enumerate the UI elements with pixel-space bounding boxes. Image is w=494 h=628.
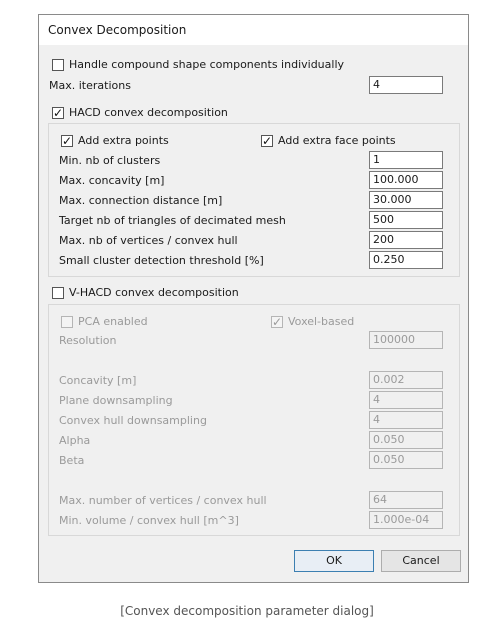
alpha-input[interactable]: 0.050 <box>369 431 443 449</box>
convex-decomposition-dialog <box>38 14 469 583</box>
hacd-max-vertices-input[interactable]: 200 <box>369 231 443 249</box>
convex-hull-downsampling-input[interactable]: 4 <box>369 411 443 429</box>
small-cluster-threshold-input[interactable]: 0.250 <box>369 251 443 269</box>
alpha-label: Alpha <box>59 434 91 447</box>
pca-label: PCA enabled <box>78 315 148 328</box>
target-triangles-input[interactable]: 500 <box>369 211 443 229</box>
ok-button[interactable]: OK <box>294 550 374 572</box>
min-volume-input[interactable]: 1.000e-04 <box>369 511 443 529</box>
hacd-max-vertices-label: Max. nb of vertices / convex hull <box>59 234 238 247</box>
hacd-enable-checkbox[interactable]: ✓ <box>53 106 64 120</box>
max-iterations-label: Max. iterations <box>49 79 131 92</box>
voxel-based-checkbox[interactable]: ✓ <box>272 315 283 329</box>
extra-face-points-label: Add extra face points <box>278 134 396 147</box>
vhacd-max-vertices-label: Max. number of vertices / convex hull <box>59 494 267 507</box>
pca-checkbox[interactable] <box>61 316 73 328</box>
extra-face-points-checkbox[interactable]: ✓ <box>262 134 273 148</box>
convex-hull-downsampling-label: Convex hull downsampling <box>59 414 207 427</box>
plane-downsampling-input[interactable]: 4 <box>369 391 443 409</box>
dialog-title: Convex Decomposition <box>48 23 187 37</box>
hacd-enable-label: HACD convex decomposition <box>69 106 228 119</box>
vhacd-enable-checkbox[interactable] <box>52 287 64 299</box>
plane-downsampling-label: Plane downsampling <box>59 394 173 407</box>
small-cluster-threshold-label: Small cluster detection threshold [%] <box>59 254 264 267</box>
cancel-button[interactable]: Cancel <box>381 550 461 572</box>
concavity-label: Concavity [m] <box>59 374 137 387</box>
min-clusters-input[interactable]: 1 <box>369 151 443 169</box>
min-clusters-label: Min. nb of clusters <box>59 154 161 167</box>
extra-points-checkbox[interactable]: ✓ <box>62 134 73 148</box>
title-bar <box>39 15 468 45</box>
extra-points-label: Add extra points <box>78 134 169 147</box>
voxel-based-label: Voxel-based <box>288 315 355 328</box>
max-iterations-input[interactable]: 4 <box>369 76 443 94</box>
resolution-label: Resolution <box>59 334 117 347</box>
max-concavity-label: Max. concavity [m] <box>59 174 165 187</box>
min-volume-label: Min. volume / convex hull [m^3] <box>59 514 239 527</box>
compound-checkbox[interactable] <box>52 59 64 71</box>
resolution-input[interactable]: 100000 <box>369 331 443 349</box>
max-concavity-input[interactable]: 100.000 <box>369 171 443 189</box>
figure-caption: [Convex decomposition parameter dialog] <box>120 604 374 618</box>
target-triangles-label: Target nb of triangles of decimated mesh <box>59 214 286 227</box>
max-connection-distance-label: Max. connection distance [m] <box>59 194 223 207</box>
beta-input[interactable]: 0.050 <box>369 451 443 469</box>
compound-checkbox-label: Handle compound shape components individually <box>69 58 345 71</box>
concavity-input[interactable]: 0.002 <box>369 371 443 389</box>
vhacd-max-vertices-input[interactable]: 64 <box>369 491 443 509</box>
beta-label: Beta <box>59 454 85 467</box>
vhacd-enable-label: V-HACD convex decomposition <box>69 286 239 299</box>
max-connection-distance-input[interactable]: 30.000 <box>369 191 443 209</box>
